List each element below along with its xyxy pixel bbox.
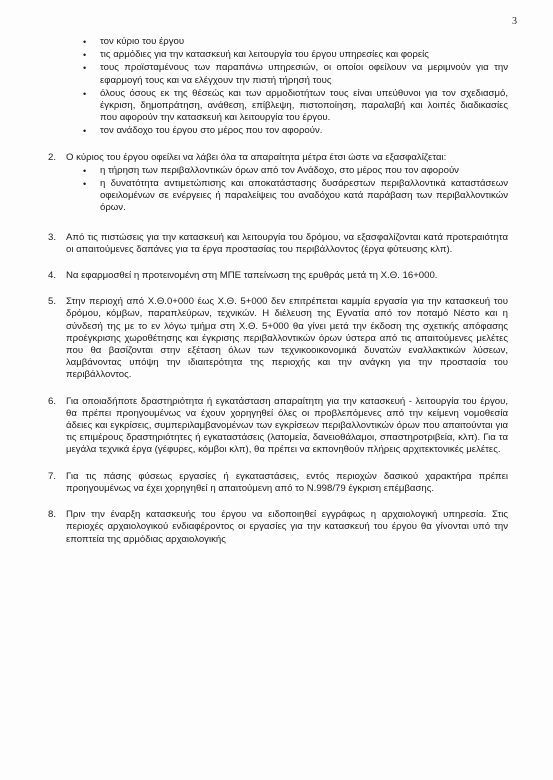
clause-6 <box>48 396 508 457</box>
clause-8 <box>48 509 508 546</box>
clause-5 <box>48 296 508 381</box>
list-item: • τις αρμόδιες για την κατασκευή και λειτουργία του έργου υπηρεσίες και φορείς <box>100 49 508 61</box>
list-item: • τον κύριο του έργου <box>100 36 508 48</box>
clause-4 <box>48 270 508 282</box>
clause-text: Από τις πιστώσεις για την κατασκευή και λειτουργία του δρόμου, να εξασφαλίζονται κατά προτεραιότητα οι απαιτούμενες δαπάνες για τα έργα προστασίας του περιβάλλοντος (έργα φύτευσης κλπ). <box>66 231 508 255</box>
clause-7 <box>48 471 508 495</box>
clause-number: 5. <box>48 296 57 308</box>
clause-text: Πριν την έναρξη κατασκευής του έργου να ειδοποιηθεί εγγράφως η αρχαιολογική υπηρεσία. Στις περιοχές αρχαιολογικού ενδιαφέροντος οι εργασίες για την κατασκευή του έργου θα γίνονται υπό την εποπτεία της αρμόδιας αρχαιολογικής <box>66 509 508 545</box>
list-item: • όλους όσους εκ της θέσεώς και των αρμοδιοτήτων τους είναι υπεύθυνοι για τον σχεδιασμό, έγκριση, δημοπράτηση, ανάθεση, επίβλεψη, πιστοποίηση, παραλαβή και λοιπές διαδικασίες που αφορούν την κατασκευή και λειτουργία του έργου. <box>100 88 508 125</box>
document-body <box>48 36 508 546</box>
clause-text: Για τις πάσης φύσεως εργασίες ή εγκαταστάσεις, εντός περιοχών δασικού χαρακτήρα πρέπει προηγουμένως να έχει χορηγηθεί η απαιτούμενη από το Ν.998/79 έγκριση επέμβασης. <box>66 470 508 494</box>
clause-3 <box>48 232 508 256</box>
clause-number: 7. <box>48 470 57 482</box>
clause-number: 4. <box>48 270 57 282</box>
list-item: • η δυνατότητα αντιμετώπισης και αποκατάστασης δυσάρεστων περιβαλλοντικά καταστάσεων οφειλομένων σε ενέργειες ή παραλείψεις του αναδόχου κατά παράβαση των περιβαλλοντικών όρων. <box>100 178 508 215</box>
clause-number: 2. <box>48 151 57 163</box>
clause-text: Ο κύριος του έργου οφείλει να λάβει όλα τα απαραίτητα μέτρα έτσι ώστε να εξασφαλίζεται: <box>66 151 447 163</box>
clause-number: 3. <box>48 231 57 243</box>
list-item: • η τήρηση των περιβαλλοντικών όρων από τον Ανάδοχο, στο μέρος που τον αφορούν <box>100 165 508 177</box>
clause-bullet-list <box>66 165 508 215</box>
clause-number: 6. <box>48 395 57 407</box>
list-item: • τους προϊσταμένους των παραπάνω υπηρεσιών, οι οποίοι οφείλουν να μεριμνούν για την εφαρμογή τους και να ελέγχουν την πιστή τήρησή τους <box>100 62 508 86</box>
clause-2 <box>48 152 508 216</box>
list-item: • τον ανάδοχο του έργου στο μέρος που τον αφορούν. <box>100 125 508 137</box>
clause-text: Να εφαρμοσθεί η προτεινομένη στη ΜΠΕ ταπείνωση της ερυθράς μετά τη Χ.Θ. 16+000. <box>66 270 438 282</box>
intro-bullet-list <box>48 36 508 138</box>
clause-number: 8. <box>48 509 57 521</box>
clause-text: Για οποιαδήποτε δραστηριότητα ή εγκατάσταση απαραίτητη για την κατασκευή - λειτουργία του έργου, θα πρέπει προηγουμένως να έχουν χορηγηθεί όλες οι προβλεπόμενες από την κείμενη νομοθεσία άδειες και εγκρίσεις, συμπεριλαμβανομένων των εγκρίσεων περιβαλλοντικών όρων που απαιτούνται για τις επιμέρους δραστηριότητες ή εγκαταστάσεις (λατομεία, δανειοθάλαμοι, σπαστηροτριβεία, κλπ). Για τα μεγάλα τεχνικά έργα (γέφυρες, κόμβοι κλπ), θα πρέπει να εκπονηθούν πλήρεις αρχιτεκτονικές μελέτες. <box>66 395 508 456</box>
page-number: 3 <box>512 16 517 27</box>
clause-text: Στην περιοχή από Χ.Θ.0+000 έως Χ.Θ. 5+000 δεν επιτρέπεται καμμία εργασία για την κατασκευή του δρόμου, κόμβων, παραπλεύρων, τεχνικών. Η διέλευση της Εγνατία από τον ποταμό Νέστο και η σύνδεσή της με το εν λόγω τμήμα στη Χ.Θ. 5+000 θα γίνει μετά την έκδοση της σχετικής απόφασης προέγκρισης χωροθέτησης και έγκρισης περιβαλλοντικών όρων ύστερα από τις απαιτούμενες μελέτες που θα βασίζονται στην εξέταση όλων των τεχνικοοικονομικά δυνατών εναλλακτικών λύσεων, λαμβάνοντας υπόψη την ιδιαιτερότητα της περιοχής και την ανάγκη για την προστασία του περιβάλλοντος. <box>66 296 508 381</box>
